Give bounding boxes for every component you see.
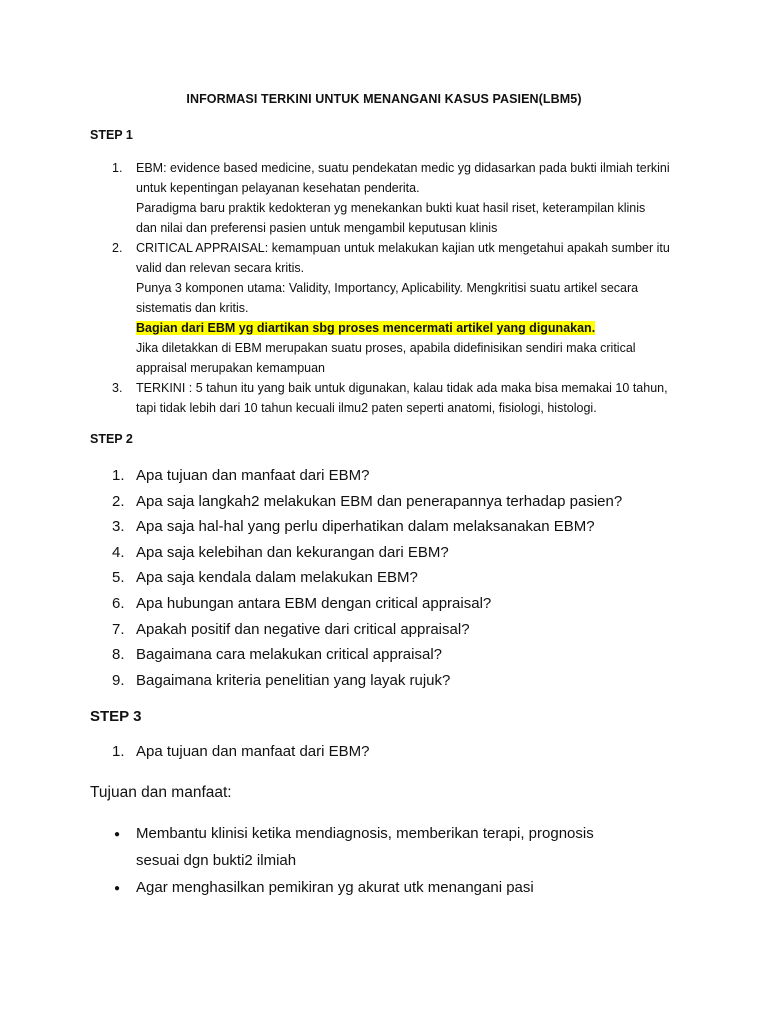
item-line: TERKINI : 5 tahun itu yang baik untuk digunakan, kalau tidak ada maka bisa memakai 10 tahun, bbox=[136, 381, 668, 395]
item-number: 9. bbox=[112, 671, 125, 689]
step2-item bbox=[112, 514, 712, 540]
item-text: Apa tujuan dan manfaat dari EBM? bbox=[136, 467, 370, 484]
item-line: untuk kepentingan pelayanan kesehatan penderita. bbox=[136, 181, 420, 195]
item-number: 1. bbox=[112, 161, 123, 175]
item-number: 1. bbox=[112, 467, 125, 484]
item-text: Apakah positif dan negative dari critical appraisal? bbox=[136, 620, 470, 638]
item-number: 5. bbox=[112, 569, 125, 587]
bullet-item bbox=[112, 820, 712, 874]
step2-item bbox=[112, 489, 712, 515]
item-line: appraisal merupakan kemampuan bbox=[136, 361, 325, 375]
highlighted-text: Bagian dari EBM yg diartikan sbg proses mencermati artikel yang digunakan. bbox=[136, 321, 596, 335]
step2-item bbox=[112, 668, 712, 694]
item-number: 4. bbox=[112, 543, 125, 561]
item-number: 2. bbox=[112, 241, 123, 255]
item-number: 6. bbox=[112, 594, 125, 612]
item-text: Bagaimana cara melakukan critical appraisal? bbox=[136, 646, 442, 664]
step3-heading: STEP 3 bbox=[90, 708, 142, 725]
step3-subheading: Tujuan dan manfaat: bbox=[90, 784, 232, 801]
step2-item bbox=[112, 540, 712, 566]
item-number: 7. bbox=[112, 620, 125, 638]
highlighted-line bbox=[136, 318, 682, 338]
item-line: dan nilai dan preferensi pasien untuk mengambil keputusan klinis bbox=[136, 221, 498, 235]
bullet-icon: ● bbox=[114, 829, 121, 840]
item-number: 3. bbox=[112, 381, 123, 395]
bullet-line: Membantu klinisi ketika mendiagnosis, memberikan terapi, prognosis bbox=[136, 825, 594, 842]
item-line: Paradigma baru praktik kedokteran yg menekankan bukti kuat hasil riset, keterampilan klinis bbox=[136, 201, 646, 215]
item-text: Apa saja langkah2 melakukan EBM dan penerapannya terhadap pasien? bbox=[136, 492, 623, 510]
item-line: tapi tidak lebih dari 10 tahun kecuali ilmu2 paten seperti anatomi, fisiologi, histologi. bbox=[136, 401, 597, 415]
item-number: 8. bbox=[112, 646, 125, 664]
step1-item bbox=[112, 378, 682, 418]
item-line: valid dan relevan secara kritis. bbox=[136, 261, 305, 275]
item-number: 2. bbox=[112, 492, 125, 510]
step2-item bbox=[112, 617, 712, 643]
step2-item bbox=[112, 565, 712, 591]
step1-item bbox=[112, 238, 682, 378]
item-line: Punya 3 komponen utama: Validity, Importancy, Aplicability. Mengkritisi suatu artikel secara bbox=[136, 281, 639, 295]
bullet-line: Agar menghasilkan pemikiran yg akurat utk menangani pasi bbox=[136, 879, 534, 896]
step3-bullet-list bbox=[112, 820, 712, 901]
step2-item bbox=[112, 642, 712, 668]
step2-heading: STEP 2 bbox=[90, 432, 133, 446]
item-text: Bagaimana kriteria penelitian yang layak rujuk? bbox=[136, 671, 451, 689]
item-number: 3. bbox=[112, 518, 125, 536]
step2-list bbox=[112, 463, 712, 693]
document-title: INFORMASI TERKINI UNTUK MENANGANI KASUS PASIEN(LBM5) bbox=[186, 92, 582, 106]
item-line: CRITICAL APPRAISAL: kemampuan untuk melakukan kajian utk mengetahui apakah sumber itu bbox=[136, 241, 670, 255]
item-line: EBM: evidence based medicine, suatu pendekatan medic yg didasarkan pada bukti ilmiah terkini bbox=[136, 161, 670, 175]
item-text: Apa saja hal-hal yang perlu diperhatikan dalam melaksanakan EBM? bbox=[136, 518, 595, 536]
bullet-item bbox=[112, 874, 712, 901]
step1-list bbox=[112, 158, 682, 418]
item-line: Jika diletakkan di EBM merupakan suatu proses, apabila didefinisikan sendiri maka critical bbox=[136, 341, 636, 355]
bullet-icon: ● bbox=[114, 883, 121, 894]
item-text: Apa hubungan antara EBM dengan critical appraisal? bbox=[136, 594, 492, 612]
step3-question bbox=[112, 743, 369, 760]
item-text: Apa saja kendala dalam melakukan EBM? bbox=[136, 569, 418, 587]
item-text: Apa saja kelebihan dan kekurangan dari EBM? bbox=[136, 543, 449, 561]
item-number: 1. bbox=[112, 743, 125, 760]
step1-item bbox=[112, 158, 682, 238]
item-line: sistematis dan kritis. bbox=[136, 301, 249, 315]
bullet-line: sesuai dgn bukti2 ilmiah bbox=[136, 852, 297, 869]
step1-heading: STEP 1 bbox=[90, 128, 133, 142]
question-text: Apa tujuan dan manfaat dari EBM? bbox=[136, 743, 370, 760]
step2-item bbox=[112, 463, 712, 489]
step2-item bbox=[112, 591, 712, 617]
